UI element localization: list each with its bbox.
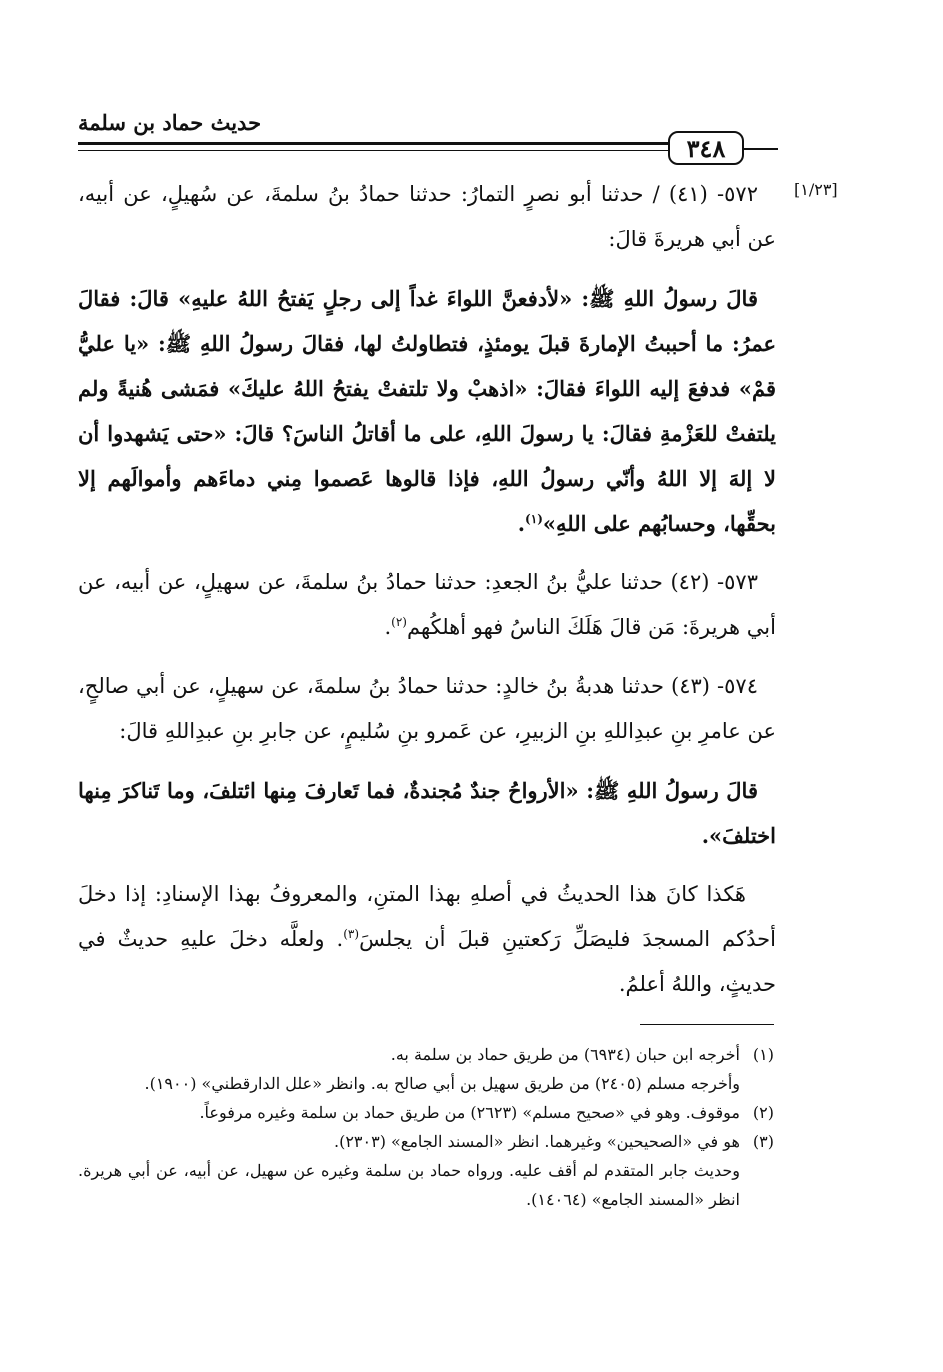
footnote-3-text: هو في «الصحيحين» وغيرهما. انظر «المسند الجامع» (٢٣٠٣). xyxy=(333,1132,740,1151)
running-title: حديث حماد بن سلمة xyxy=(78,110,262,135)
page-header xyxy=(78,108,778,168)
commentary-part-a: هَكذا كانَ هذا الحديثُ في أصلهِ بهذا المتنِ، والمعروفُ بهذا الإسنادِ: إذا دخلَ أحدُكم المسجدَ فليصَلِّ رَكعتينِ قبلَ أن يجلسَ xyxy=(78,882,776,951)
main-text xyxy=(78,172,776,1021)
footnotes xyxy=(78,1040,774,1214)
footnote-2-text: موقوف. وهو في «صحيح مسلم» (٢٦٢٣) من طريق حماد بن سلمة وغيره مرفوعاً. xyxy=(199,1103,740,1122)
manuscript-folio-ref: [١/٢٣] xyxy=(794,180,838,199)
hadith-574-text: ٥٧٤- (٤٣) حدثنا هدبةُ بنُ خالدٍ: حدثنا حمادُ بنُ سلمةَ، عن سهيلٍ، عن أبي صالحٍ، عن عامرِ بنِ عبدِاللهِ بنِ الزبيرِ، عن عَمرو بنِ سُليمٍ، عن جابرِ بنِ عبدِاللهِ قالَ: xyxy=(78,674,776,743)
header-rule-thick xyxy=(78,142,670,145)
header-rule-thin xyxy=(78,150,670,151)
hadith-572-line-1: ٥٧٢- (٤١) / حدثنا أبو نصرٍ التمارُ: حدثنا حمادُ بنُ سلمةَ، عن سُهيلٍ، عن xyxy=(123,182,758,206)
hadith-574-isnad xyxy=(78,664,776,754)
hadith-572-matn-text: قالَ رسولُ اللهِ ﷺ: «لأدفعنَّ اللواءَ غداً إلى رجلٍ يَفتحُ اللهُ عليهِ» قالَ: فقالَ عمرُ: ما أحببتُ الإمارةَ قبلَ يومئذٍ، فتطاولتُ لها، فقالَ رسولُ اللهِ ﷺ: «يا عليُّ قمْ» فدفعَ إليه اللواءَ فقالَ: «اذهبْ ولا تلتفتْ يفتحُ اللهُ عليكَ» فمَشى هُنيةً ولم يلتفتْ للعَزْمةِ فقالَ: يا رسولَ اللهِ، على ما أقاتلُ الناسَ؟ قالَ: «حتى يَشهدوا أن لا إلهَ إلا اللهُ وأنّي رسولُ اللهِ، فإذا قالوها عَصموا مِني دماءَهم وأموالَهم إلا بحقِّها، وحسابُهم على اللهِ» xyxy=(78,286,776,536)
footnote-separator xyxy=(640,1024,774,1025)
footnote-ref-2[interactable]: (٢) xyxy=(391,615,407,629)
author-commentary xyxy=(78,872,776,1007)
hadith-572-line-2: أبيه، عن أبي هريرةَ قالَ: xyxy=(78,182,776,251)
footnote-3-continuation: وحديث جابر المتقدم لم أقف عليه. ورواه حماد بن سلمة وغيره عن سهيل، عن أبيه، عن أبي هريرة. انظر «المسند الجامع» (١٤٠٦٤). xyxy=(78,1161,741,1209)
footnote-2 xyxy=(78,1098,774,1127)
footnote-ref-1[interactable]: (١) xyxy=(525,512,543,526)
header-rule-right xyxy=(740,148,778,150)
hadith-572-isnad xyxy=(78,172,776,262)
footnote-3-number: (٣) xyxy=(752,1132,774,1151)
hadith-572-matn: قالَ رسولُ اللهِ ﷺ: «لأدفعنَّ اللواءَ غداً إلى رجلٍ يَفتحُ اللهُ عليهِ» قالَ: فقالَ عمرُ: ما أحببتُ الإمارةَ قبلَ يومئذٍ، فتطاولتُ لها، فقالَ رسولُ اللهِ ﷺ: «يا عليُّ قمْ» فدفعَ إليه اللواءَ فقالَ: «اذهبْ ولا تلتفتْ يفتحُ اللهُ عليكَ» فمَشى هُنيةً ولم يلتفتْ للعَزْمةِ فقالَ: يا رسولَ اللهِ، على ما أقاتلُ الناسَ؟ قالَ: «حتى يَشهدوا أن لا إلهَ إلا اللهُ وأنّي رسولُ اللهِ، فإذا قالوها عَصموا مِني دماءَهم وأموالَهم إلا بحقِّها، وحسابُهم على اللهِ»$^{(١)}$. xyxy=(78,286,776,536)
footnote-3 xyxy=(78,1127,774,1156)
footnote-1-number: (١) xyxy=(752,1045,774,1064)
footnote-1 xyxy=(78,1040,774,1069)
hadith-573: ٥٧٣- (٤٢) حدثنا عليُّ بنُ الجعدِ: حدثنا حمادُ بنُ سلمةَ، عن سهيلٍ، عن أبيه، عن أبي هريرةَ: مَن قالَ هَلَكَ الناسُ فهو أهلكُهم$^{(٢)}$. xyxy=(78,570,776,639)
footnote-ref-3[interactable]: (٣) xyxy=(343,927,360,941)
footnote-1-continuation: وأخرجه مسلم (٢٤٠٥) من طريق سهيل بن أبي صالح به. وانظر «علل الدارقطني» (١٩٠٠). xyxy=(144,1074,740,1093)
page-number: ٣٤٨ xyxy=(668,131,744,165)
commentary-part-b: . ولعلَّه دخلَ عليهِ حديثٌ في حديثٍ، واللهُ أعلمُ. xyxy=(78,927,776,996)
hadith-573-text: ٥٧٣- (٤٢) حدثنا عليُّ بنُ الجعدِ: حدثنا حمادُ بنُ سلمةَ، عن سهيلٍ، عن أبيه، عن أبي هريرةَ: مَن قالَ هَلَكَ الناسُ فهو أهلكُهم xyxy=(78,570,776,639)
hadith-574-matn xyxy=(78,768,776,858)
hadith-574-matn-text: قالَ رسولُ اللهِ ﷺ: «الأرواحُ جندٌ مُجندةٌ، فما تَعارفَ مِنها ائتلفَ، وما تَناكرَ مِنها اختلفَ». xyxy=(78,778,776,848)
footnote-1-text: أخرجه ابن حبان (٦٩٣٤) من طريق حماد بن سلمة به. xyxy=(390,1045,740,1064)
footnote-2-number: (٢) xyxy=(752,1103,774,1122)
